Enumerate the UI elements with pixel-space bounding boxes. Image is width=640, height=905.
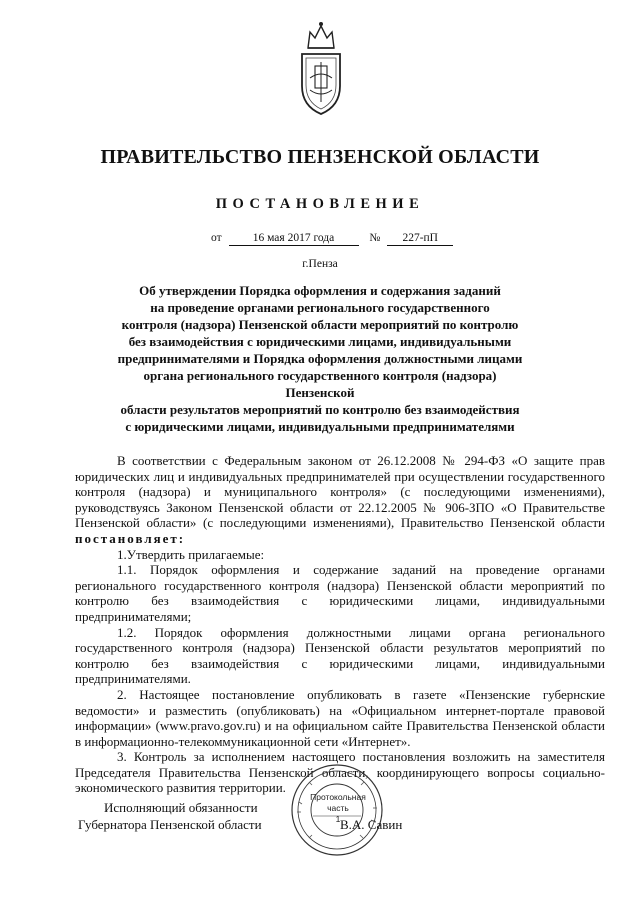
decree-word: постановляет: — [75, 530, 186, 546]
preamble-paragraph — [75, 453, 605, 547]
organization-name: ПРАВИТЕЛЬСТВО ПЕНЗЕНСКОЙ ОБЛАСТИ — [100, 146, 540, 168]
title-line: области результатов мероприятий по контролю без взаимодействия — [120, 402, 520, 417]
paragraph-2: 2. Настоящее постановление опубликовать в газете «Пензенские губернские ведомости» и разместить (опубликовать) на «Официальном интернет-портале правовой информации» (www.pravo.gov.ru) и на официальном сайте Правительства Пензенской области в информационно-телекоммуникационной сети «Интернет». — [75, 686, 605, 749]
date-prefix: от — [211, 232, 222, 244]
document-number: 227-пП — [387, 232, 453, 246]
coat-of-arms-icon — [296, 18, 346, 118]
title-line: органа регионального государственного контроля (надзора) Пензенской — [143, 368, 497, 400]
number-prefix: № — [369, 232, 381, 244]
stamp-line: часть — [327, 803, 349, 813]
title-line: контроля (надзора) Пензенской области мероприятий по контролю — [121, 317, 519, 332]
title-line: с юридическими лицами, индивидуальными предпринимателями — [125, 419, 515, 434]
title-line: Об утверждении Порядка оформления и содержания заданий — [139, 283, 501, 298]
city: г.Пенза — [302, 258, 338, 270]
paragraph-1: 1.Утвердить прилагаемые: — [117, 546, 265, 562]
document-type: ПОСТАНОВЛЕНИЕ — [215, 196, 425, 212]
signatory-name: В.А. Савин — [340, 817, 403, 832]
signatory-position-line1: Исполняющий обязанности — [104, 800, 258, 815]
document-title — [110, 282, 530, 435]
document-body — [75, 453, 605, 796]
paragraph-1-2: 1.2. Порядок оформления должностными лицами органа регионального государственного контроля (надзора) Пензенской области результатов мероприятий по контролю без взаимодействия с юридическими лицами, индивидуальными предпринимателями. — [75, 624, 605, 687]
stamp-number: 1 — [335, 814, 341, 824]
date-number-line — [211, 232, 453, 246]
stamp-line: Протокольная — [310, 792, 366, 802]
preamble-text: В соответствии с Федеральным законом от 26.12.2008 № 294-ФЗ «О защите прав юридических лиц и индивидуальных предпринимателей при осуществлении государственного контроля (надзора) и муниципального контроля» (с последующими изменениями), руководствуясь Законом Пензенской области от 22.12.2005 № 906-ЗПО «О Правительстве Пензенской области» (с последующими изменениями), Правительство Пензенской области — [75, 453, 605, 531]
paragraph-1-1: 1.1. Порядок оформления и содержание заданий на проведение органами регионального государственного контроля (надзора) Пензенской области мероприятий по контролю без взаимодействия с юридическими лицами, индивидуальными предпринимателями; — [75, 562, 605, 624]
title-line: на проведение органами регионального государственного — [150, 300, 490, 315]
title-line: без взаимодействия с юридическими лицами, индивидуальными — [128, 334, 512, 349]
signatory-position-line2: Губернатора Пензенской области — [78, 817, 262, 832]
title-line: предпринимателями и Порядка оформления должностными лицами — [117, 351, 523, 366]
paragraph-3: 3. Контроль за исполнением настоящего постановления возложить на заместителя Председателя Правительства Пензенской области, координирующего вопросы социально-экономического развития территории. — [75, 749, 605, 796]
document-date: 16 мая 2017 года — [229, 232, 359, 246]
